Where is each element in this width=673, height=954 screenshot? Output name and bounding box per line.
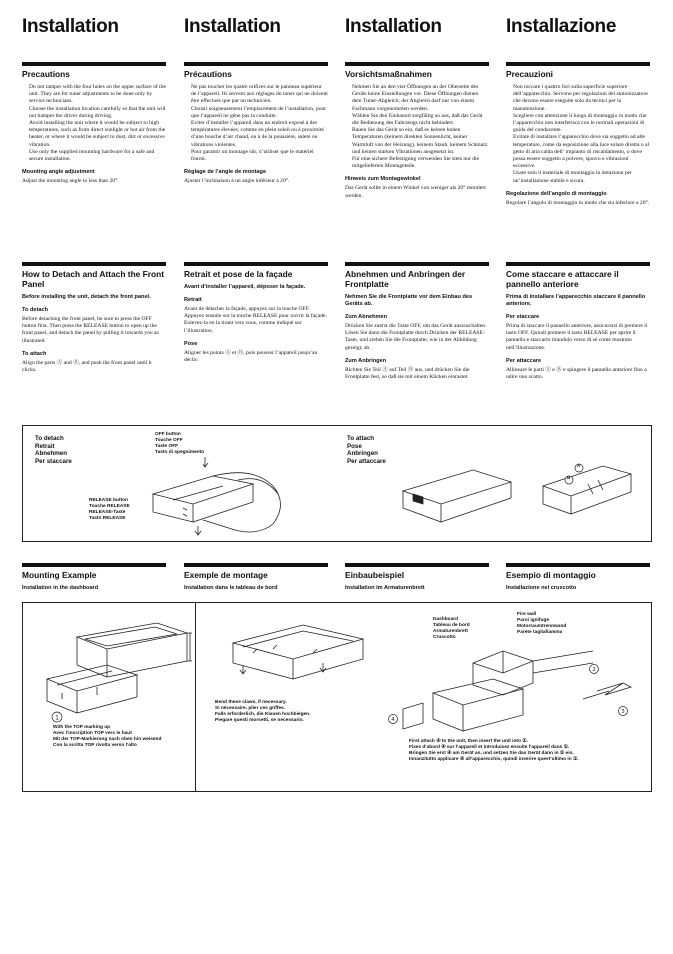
label: Anbringen [347, 450, 378, 458]
label: Piegare questi morsetti, se necessario. [215, 718, 304, 723]
body-text: Aligner les points Ⓐ et Ⓑ, puis pousser l’appareil jusqu’au déclic. [184, 349, 318, 364]
label: Dashboard [433, 617, 459, 622]
label: Bringen Sie erst ④ am Gerät an, und setzen Sie das Gerät dann in ① ein. [409, 751, 574, 756]
body-text: Allineare le parti Ⓐ e Ⓑ e spingere il pannello anteriore fino a udire uno scatto. [506, 366, 647, 381]
callout-3: 3 [621, 709, 625, 715]
precaution-item: Für eine sichere Befestigung verwenden Sie stets nur die mitgelieferten Montageteile. [352, 156, 480, 170]
subheading: To attach [22, 350, 47, 357]
off-pointer-icon [203, 456, 215, 468]
label: Armaturenbrett [433, 629, 468, 634]
body-text: Das Gerät sollte in einem Winkel von weniger als 20° montiert werden. [345, 185, 486, 199]
precautions-fr [184, 62, 328, 185]
section-rule [506, 62, 650, 66]
section-heading: How to Detach and Attach the Front Panel [22, 269, 165, 289]
detach-fr [184, 262, 328, 364]
label: Tasto di spegnimento [155, 450, 205, 455]
section-heading: Retrait et pose de la façade [184, 269, 293, 279]
figure-detach-attach [22, 425, 652, 542]
label: Touche OFF [155, 438, 183, 443]
label: Tableau de bord [433, 623, 470, 628]
section-rule [506, 563, 650, 567]
precautions-en [22, 62, 166, 185]
body-text: Drücken Sie zuerst die Taste OFF, um das Gerät auszuschalten. Lösen Sie dann die Frontplatte durch Drücken der RELEASE-Taste, und ziehen Sie die Frontplatte, wie in der Abbildung gezeigt, ab. [345, 323, 487, 351]
mounting-sleeve-illustration [37, 617, 197, 727]
lead-text: Nehmen Sie die Frontplatte vor dem Einbau des Geräts ab. [345, 294, 473, 307]
section-rule [184, 563, 328, 567]
dashboard-labels [433, 617, 470, 641]
section-rule [184, 262, 328, 266]
precaution-item: Use only the supplied mounting hardware for a safe and secure installation. [29, 148, 155, 163]
section-rule [345, 262, 489, 266]
label: With the TOP marking up [53, 725, 111, 730]
label: Cruscotto [433, 635, 456, 640]
precaution-item: Do not tamper with the four holes on the upper surface of the unit. They are for tuner adjustments to be done only by service technicians. [29, 84, 167, 105]
section-rule [345, 563, 489, 567]
mounting-en [22, 563, 166, 596]
mounting-fr [184, 563, 328, 596]
mounting-it [506, 563, 650, 596]
mounting-de [345, 563, 489, 596]
subheading: Réglage de l’angle de montage [184, 169, 267, 176]
page-title-de: Installation [345, 16, 442, 37]
label: Fixez d’abord ④ sur l’appareil et introduisez ensuite l’appareil dans ①. [409, 745, 570, 750]
attach-labels [347, 435, 386, 465]
section-rule [184, 62, 328, 66]
label: Retrait [35, 442, 55, 450]
label: Per attaccare [347, 457, 386, 465]
claw-bend-illustration [223, 613, 373, 693]
claw-labels [215, 700, 310, 724]
label: Motorraumtrennwand [517, 624, 567, 629]
label: Pose [347, 442, 362, 450]
body-text: Avant de détacher la façade, appuyez sur la touche OFF. Appuyez ensuite sur la touche RELEASE pour ouvrir la façade. Enlevez-la en la tirant vers vous, comme indiqué sur l’illustration. [184, 306, 327, 334]
label: RELEASE-Taste [89, 510, 126, 515]
label: RELEASE button [89, 498, 128, 503]
detach-de [345, 262, 489, 381]
subheading: Per staccare [506, 314, 540, 320]
section-heading: Einbaubeispiel [345, 570, 405, 580]
precaution-item: Wählen Sie den Einbauort sorgfältig so aus, daß das Gerät die Bedienung des Fahrzeugs nicht behindert. [352, 112, 483, 127]
mark-a: A [577, 464, 581, 469]
label: To detach [35, 435, 64, 442]
precaution-item: Usare solo il materiale di montaggio in dotazione per un’installazione stabile e sicura. [513, 170, 632, 184]
subheading: Retrait [184, 297, 202, 303]
body-text: Richten Sie Teil Ⓐ auf Teil Ⓑ aus, und drücken Sie die Frontplatte fest, so daß sie mit einem Klicken einrastet. [345, 366, 470, 381]
subheading: To detach [22, 307, 49, 313]
section-heading: Come staccare e attaccare il pannello anteriore [506, 269, 619, 289]
label: Taste OFF [155, 444, 179, 449]
lead-text: Before installing the unit, detach the front panel. [22, 294, 151, 300]
release-button-labels [89, 498, 130, 522]
callout-2: 2 [592, 667, 596, 673]
dashboard-install-illustration [383, 643, 643, 738]
section-heading: Precauzioni [506, 69, 554, 79]
section-heading: Exemple de montage [184, 570, 268, 580]
subheading: Regolazione dell’angolo di montaggio [506, 190, 607, 197]
section-heading: Esempio di montaggio [506, 570, 596, 580]
fire-wall-labels [517, 612, 566, 636]
label: Paroi ignifuge [517, 618, 549, 623]
label: To attach [347, 435, 375, 442]
subheading: Pose [184, 340, 198, 347]
lead-text: Avant d’installer l’appareil, déposer la façade. [184, 284, 306, 290]
detach-illustration [143, 464, 343, 539]
section-rule [506, 262, 650, 266]
precaution-item: Evitare di installare l’apparecchio dove sia soggetto ad alte temperature, come da esposizione alla luce solare diretta o al getto di aria calda dell’ impianto di riscaldamento, o dove possa essere soggetto a polvere, sporco e vibrazioni eccessive. [513, 134, 650, 170]
precautions-de [345, 62, 489, 200]
label: Tasto RELEASE [89, 516, 126, 521]
label: Si nécessaire, plier ces griffes. [215, 706, 286, 711]
body-text: Prima di staccare il pannello anteriore, assicurarsi di premere il tasto OFF. Quindi premere il tasto RELEASE per aprire il pannello e staccarlo tirandolo verso di sé come mostrato nell’illustrazione. [506, 323, 648, 351]
section-heading: Mounting Example [22, 570, 97, 580]
label: Innanzitutto applicare ④ all’apparecchio, quindi inserire quest’ultimo in ①. [409, 757, 579, 762]
body-text: Ajuster l’inclinaison à un angle inférieur à 20°. [184, 178, 290, 185]
detach-it [506, 262, 650, 381]
section-rule [22, 62, 166, 66]
label: Bend these claws, if necessary. [215, 700, 287, 705]
label: Abnehmen [35, 450, 67, 458]
top-marking-labels [53, 725, 161, 749]
section-heading: Vorsichtsmaßnahmen [345, 69, 432, 79]
precaution-item: Ne pas toucher les quatre orifices sur le panneau supérieur de l’appareil. Ils servent aux réglages du tuner qui ne doivent être effectués que par un technicien. [191, 84, 328, 105]
body-text: Before detaching the front panel, be sure to press the OFF button first. Then press the RELEASE button to open up the front panel, and detach the panel by pulling it towards you as illustrated. [22, 316, 159, 344]
subheading: Hinweis zum Montagewinkel [345, 176, 421, 183]
section-heading: Précautions [184, 69, 232, 79]
figure-mounting [22, 602, 652, 792]
section-rule [22, 262, 166, 266]
attach-illustration [393, 456, 643, 541]
subheading: Zum Anbringen [345, 357, 387, 364]
precaution-item: Choose the installation location carefully so that the unit will not hamper the driver during driving. [29, 105, 166, 119]
label: Avec l’inscription TOP vers le haut [53, 731, 132, 736]
body-text: Adjust the mounting angle to less than 20°. [22, 178, 119, 185]
page-title-fr: Installation [184, 16, 281, 37]
precaution-item: Nehmen Sie an den vier Öffnungen an der Oberseite des Geräts keine Einstellungen vor. Diese Öffnungen dienen dem Tuner-Abgleich; der Abgleich darf nur von einem Fachmann vorgenommen werden. [352, 84, 479, 112]
subheading: Per attaccare [506, 357, 542, 364]
subheading: Zum Abnehmen [345, 314, 388, 320]
step-labels [409, 739, 579, 763]
label: First attach ④ to the unit, then insert the unit into ①. [409, 739, 528, 744]
callout-1: 1 [55, 714, 59, 722]
precaution-item: Scegliere con attenzione il luogo di montaggio in modo che l’apparecchio non interferisca con le normali operazioni di guida del conducente. [513, 112, 647, 134]
section-rule [345, 62, 489, 66]
label: Fire wall [517, 612, 537, 617]
label: Con la scritta TOP rivolta verso l’alto [53, 743, 137, 748]
body-text: Regolare l’angolo di montaggio in modo che sia inferiore a 20°. [506, 199, 650, 206]
label: Mit der TOP-Markierung nach oben hin weisend [53, 737, 162, 742]
label: Per staccare [35, 457, 72, 465]
precaution-item: Bauen Sie das Gerät so ein, daß es keinen hohen Temperaturen (keinem direkten Sonnenlicht, keiner Warmluft von der Heizung), keinem Staub, keinem Schmutz und keinen starken Vibrationen ausgesetzt ist. [352, 127, 488, 155]
mark-b: B [567, 476, 571, 481]
subheading: Mounting angle adjustment [22, 169, 95, 176]
section-heading: Abnehmen und Anbringen der Frontplatte [345, 269, 466, 289]
precaution-item: Pour garantir un montage sûr, n’utiliser que le matériel fourni. [191, 148, 314, 163]
section-rule [22, 563, 166, 567]
label: Touche RELEASE [89, 504, 130, 509]
page-title-en: Installation [22, 16, 119, 37]
precaution-item: Choisir soigneusement l’emplacement de l’installation, pour que l’appareil ne gêne pas la conduite. [191, 105, 327, 119]
label: Falls erforderlich, die Klauen hochbiegen. [215, 712, 311, 717]
lead-text: Installation im Armaturenbrett [345, 585, 425, 591]
label: Parete tagliafiamma [517, 630, 563, 635]
detach-en [22, 262, 166, 374]
off-button-labels [155, 432, 204, 456]
precaution-item: Non toccare i quattro fori sulla superficie superiore dell’apparecchio. Servono per regolazioni del sintonizzatore che devono essere eseguite solo da tecnici per la manutenzione. [513, 84, 648, 112]
section-heading: Precautions [22, 69, 70, 79]
lead-text: Prima di installare l’apparecchio staccare il pannello anteriore. [506, 294, 646, 307]
body-text: Align the parts Ⓐ and Ⓑ, and push the front panel until it clicks. [22, 359, 152, 374]
label: OFF button [155, 432, 181, 437]
lead-text: Installation dans le tableau de bord [184, 585, 278, 591]
callout-4: 4 [391, 717, 395, 723]
detach-labels [35, 435, 72, 465]
precautions-it [506, 62, 650, 207]
precaution-item: Eviter d’installer l’appareil dans un endroit exposé à des températures élevées, comme en plein soleil ou à proximité d’une bouche d’air chaud, ou à de la poussière, saleté ou vibrations violentes. [191, 120, 324, 148]
precaution-item: Avoid installing the unit where it would be subject to high temperatures, such as from direct sunlight or hot air from the heater, or where it would be subject to dust, dirt or excessive vibration. [29, 120, 166, 148]
page-title-it: Installazione [506, 16, 617, 37]
lead-text: Installation in the dashboard [22, 585, 99, 591]
lead-text: Installazione nel cruscotto [506, 585, 577, 591]
